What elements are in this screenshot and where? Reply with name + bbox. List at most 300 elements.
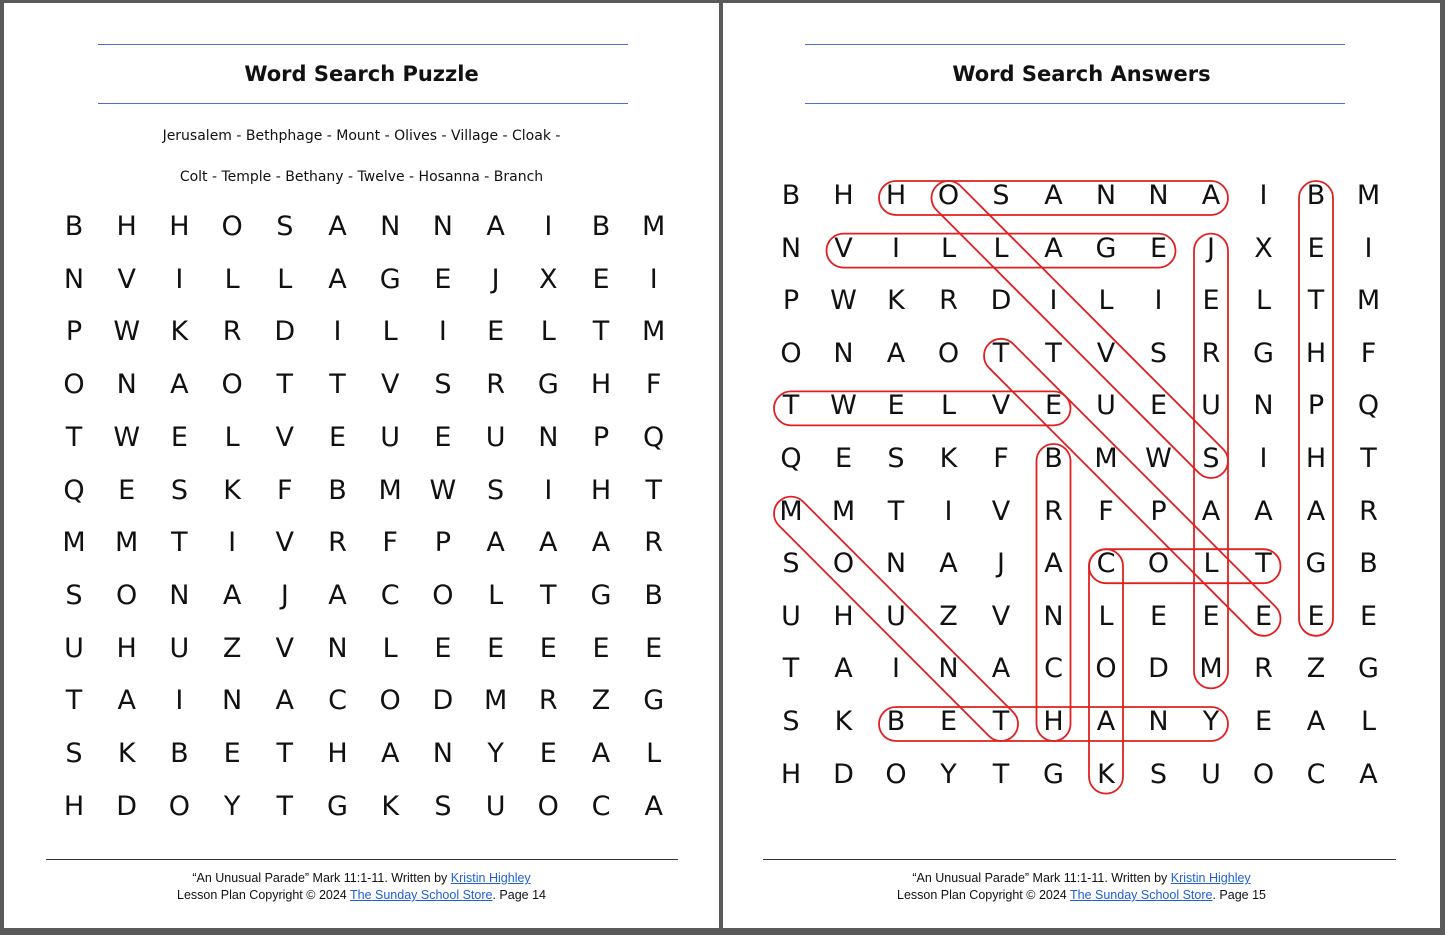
- puzzle-letter-r3-c1: N: [116, 369, 137, 401]
- answer-letter-r7-c4: J: [997, 548, 1005, 580]
- answer-letter-r11-c6: K: [1097, 758, 1115, 790]
- puzzle-letter-r9-c9: R: [538, 685, 558, 717]
- answer-letter-r9-c3: N: [938, 653, 959, 685]
- answer-letter-r7-c11: B: [1359, 548, 1378, 580]
- puzzle-letter-r4-c2: E: [170, 421, 188, 453]
- answer-letter-r3-c10: H: [1305, 337, 1327, 369]
- answer-letter-r0-c9: I: [1259, 180, 1268, 211]
- puzzle-letter-r0-c7: N: [432, 211, 453, 242]
- answer-letter-r3-c0: O: [780, 337, 802, 369]
- puzzle-letter-r2-c11: M: [642, 316, 666, 348]
- puzzle-letter-r10-c3: E: [223, 738, 241, 769]
- answer-letter-r8-c1: H: [833, 600, 854, 632]
- answer-letter-r11-c7: S: [1149, 758, 1168, 790]
- puzzle-letter-r0-c2: H: [169, 211, 190, 242]
- page-footer: [723, 870, 1440, 904]
- answer-letter-r8-c7: E: [1149, 600, 1168, 632]
- answer-letter-r10-c11: L: [1360, 706, 1377, 737]
- page-title: Word Search Puzzle: [244, 62, 479, 86]
- puzzle-letter-r2-c10: T: [592, 316, 610, 348]
- puzzle-letter-r7-c8: L: [488, 579, 504, 611]
- puzzle-letter-r9-c5: C: [328, 685, 347, 717]
- answer-letter-r3-c4: T: [992, 337, 1010, 369]
- puzzle-letter-r8-c6: L: [382, 632, 398, 664]
- answer-letter-r11-c1: D: [833, 758, 854, 790]
- answer-letter-r1-c3: L: [940, 232, 957, 264]
- puzzle-letter-r0-c8: A: [486, 211, 505, 242]
- puzzle-letter-r1-c7: E: [434, 263, 452, 295]
- puzzle-letter-r4-c6: U: [380, 421, 401, 453]
- puzzle-letter-r0-c10: B: [591, 211, 611, 242]
- puzzle-letter-r1-c9: X: [539, 263, 558, 295]
- answer-letter-r6-c10: A: [1306, 495, 1326, 527]
- store-link[interactable]: The Sunday School Store: [1070, 888, 1213, 902]
- puzzle-letter-r11-c11: A: [644, 790, 663, 822]
- puzzle-letter-r5-c10: H: [590, 474, 612, 506]
- puzzle-letter-r6-c4: V: [275, 527, 295, 559]
- puzzle-letter-r8-c10: E: [592, 632, 610, 664]
- answer-letter-r7-c6: C: [1096, 548, 1116, 580]
- answer-letter-r4-c2: E: [887, 390, 905, 422]
- puzzle-letter-r2-c6: L: [382, 316, 398, 348]
- puzzle-letter-r4-c9: N: [538, 421, 559, 453]
- answer-letter-r7-c5: A: [1044, 548, 1063, 580]
- puzzle-letter-r8-c9: E: [539, 632, 557, 664]
- footer-copyright: Lesson Plan Copyright © 2024: [897, 888, 1070, 902]
- puzzle-letter-r0-c6: N: [380, 211, 401, 242]
- footer-copyright: Lesson Plan Copyright © 2024: [177, 888, 350, 902]
- puzzle-letter-r7-c0: S: [65, 579, 83, 611]
- answer-letter-r6-c6: F: [1098, 495, 1114, 527]
- answer-letter-r9-c11: G: [1358, 653, 1379, 685]
- puzzle-letter-r3-c7: S: [434, 369, 452, 401]
- answer-letter-r2-c1: W: [830, 285, 857, 317]
- puzzle-letter-r6-c8: A: [486, 527, 505, 559]
- puzzle-letter-r8-c7: E: [434, 632, 452, 664]
- answer-letter-r6-c2: T: [887, 495, 905, 527]
- puzzle-letter-r11-c0: H: [63, 790, 85, 822]
- loop-branch: [1037, 444, 1071, 741]
- puzzle-letter-r9-c7: D: [432, 685, 454, 717]
- answer-letter-r11-c5: G: [1043, 758, 1064, 790]
- answer-letter-r10-c8: Y: [1202, 706, 1220, 737]
- puzzle-letter-r4-c4: V: [275, 421, 295, 453]
- puzzle-letter-r5-c1: E: [118, 474, 136, 506]
- answer-letter-r10-c0: S: [782, 706, 800, 737]
- answer-letter-r2-c11: M: [1356, 285, 1381, 317]
- answer-letter-r8-c5: N: [1043, 600, 1064, 632]
- answer-letter-r9-c9: R: [1254, 653, 1273, 685]
- puzzle-page: [4, 3, 719, 928]
- puzzle-letter-r7-c11: B: [644, 579, 663, 611]
- puzzle-letter-r4-c10: P: [592, 421, 610, 453]
- answer-letter-r6-c0: M: [779, 495, 803, 527]
- answer-letter-r8-c2: U: [886, 600, 906, 632]
- author-link[interactable]: Kristin Highley: [450, 871, 531, 885]
- answer-letter-r1-c10: E: [1307, 232, 1325, 264]
- answer-letter-r0-c3: O: [937, 180, 960, 211]
- answer-letter-r0-c1: H: [833, 180, 854, 211]
- puzzle-letter-r4-c8: U: [485, 421, 506, 453]
- answer-letter-r0-c0: B: [781, 180, 801, 211]
- page-number: . Page 14: [492, 888, 546, 902]
- puzzle-letter-r1-c11: I: [649, 263, 658, 295]
- puzzle-letter-r2-c3: R: [222, 316, 242, 348]
- answer-letter-r1-c5: A: [1044, 232, 1063, 264]
- puzzle-letter-r10-c6: A: [380, 738, 400, 769]
- puzzle-letter-r3-c2: A: [170, 369, 189, 401]
- puzzle-letter-r8-c8: E: [487, 632, 505, 664]
- answer-letter-r2-c3: R: [939, 285, 958, 317]
- store-link[interactable]: The Sunday School Store: [350, 888, 493, 902]
- puzzle-letter-r2-c7: I: [438, 316, 447, 348]
- answer-letter-r5-c5: B: [1044, 443, 1063, 474]
- answer-letter-r4-c9: N: [1253, 390, 1274, 422]
- puzzle-letter-r2-c4: D: [274, 316, 296, 348]
- puzzle-letter-r8-c3: Z: [222, 632, 242, 664]
- puzzle-letter-r9-c11: G: [643, 685, 665, 717]
- answer-letter-r4-c3: L: [940, 390, 957, 422]
- loop-olives: [924, 174, 1235, 485]
- answer-letter-r1-c1: V: [834, 232, 853, 264]
- puzzle-letter-r3-c10: H: [590, 369, 612, 401]
- page-footer: [4, 870, 719, 904]
- answer-letter-r5-c11: T: [1360, 443, 1377, 474]
- answer-letter-r0-c2: H: [885, 180, 907, 211]
- puzzle-letter-r10-c4: T: [276, 738, 294, 769]
- answer-letter-r3-c1: N: [833, 337, 854, 369]
- answer-letter-r3-c7: S: [1149, 337, 1168, 369]
- puzzle-letter-r6-c2: T: [171, 527, 188, 559]
- author-link[interactable]: Kristin Highley: [1170, 871, 1251, 885]
- puzzle-letter-r5-c8: S: [487, 474, 505, 506]
- puzzle-letter-r7-c6: C: [380, 579, 400, 611]
- answer-letter-r9-c7: D: [1148, 653, 1169, 685]
- answer-letter-r11-c0: H: [780, 758, 802, 790]
- answer-letter-r9-c10: Z: [1306, 653, 1326, 685]
- puzzle-letter-r0-c3: O: [221, 211, 243, 242]
- puzzle-letter-r1-c2: I: [175, 263, 184, 295]
- answer-letter-r7-c0: S: [782, 548, 800, 580]
- answer-letter-r11-c8: U: [1201, 758, 1221, 790]
- puzzle-letter-r2-c5: I: [333, 316, 342, 348]
- answer-letter-r8-c11: E: [1359, 600, 1378, 632]
- footer-citation: “An Unusual Parade” Mark 11:1-11. Written by: [192, 871, 451, 885]
- puzzle-letter-r5-c3: K: [223, 474, 241, 506]
- answer-letter-r5-c7: W: [1145, 443, 1172, 474]
- title-top-rule: [98, 44, 628, 45]
- puzzle-letter-r11-c2: O: [168, 790, 191, 822]
- answer-letter-r1-c4: L: [993, 232, 1009, 264]
- answer-letter-r2-c2: K: [887, 285, 905, 317]
- puzzle-letter-r2-c2: K: [170, 316, 189, 348]
- puzzle-letter-r5-c0: Q: [63, 474, 85, 506]
- puzzle-letter-r1-c1: V: [117, 263, 136, 295]
- answer-letter-r7-c9: T: [1255, 548, 1272, 580]
- footer-rule: [46, 859, 678, 860]
- puzzle-letter-r3-c5: T: [329, 369, 346, 401]
- answer-letter-r0-c10: B: [1306, 180, 1326, 211]
- answer-letter-r4-c0: T: [782, 390, 800, 422]
- footer-rule: [763, 859, 1396, 860]
- word-list-line-2: Colt - Temple - Bethany - Twelve - Hosanna - Branch: [179, 169, 544, 185]
- answer-letter-r6-c5: R: [1044, 495, 1063, 527]
- answer-letter-r3-c8: R: [1201, 337, 1221, 369]
- answer-letter-r3-c3: O: [937, 337, 960, 369]
- answer-letter-r2-c6: L: [1098, 285, 1114, 317]
- answer-letter-r11-c2: O: [885, 758, 907, 790]
- answer-letter-r4-c8: U: [1201, 390, 1221, 422]
- puzzle-letter-r8-c0: U: [64, 632, 84, 664]
- puzzle-letter-r8-c5: N: [327, 632, 348, 664]
- puzzle-letter-r3-c3: O: [221, 369, 243, 401]
- answer-letter-r5-c4: F: [993, 443, 1009, 474]
- puzzle-letter-r0-c11: M: [642, 211, 666, 242]
- puzzle-letter-r1-c0: N: [63, 263, 85, 295]
- answer-letter-r1-c11: I: [1364, 232, 1373, 264]
- answer-letter-r3-c9: G: [1253, 337, 1274, 369]
- answer-letter-r7-c2: N: [885, 548, 907, 580]
- answer-letter-r6-c1: M: [831, 495, 856, 527]
- puzzle-letter-r9-c0: T: [65, 685, 83, 717]
- puzzle-letter-r9-c6: O: [379, 685, 401, 717]
- answer-letter-r4-c7: E: [1149, 390, 1168, 422]
- puzzle-letter-r8-c1: H: [116, 632, 137, 664]
- answer-letter-r0-c7: N: [1148, 180, 1169, 211]
- footer-line-1: [723, 870, 1440, 887]
- answer-letter-r9-c8: M: [1199, 653, 1223, 685]
- puzzle-letter-r3-c4: T: [276, 369, 294, 401]
- puzzle-letter-r9-c10: Z: [591, 685, 611, 717]
- answer-letter-r10-c4: T: [992, 706, 1010, 737]
- answer-letter-r11-c3: Y: [940, 758, 957, 790]
- answer-letter-r2-c8: E: [1202, 285, 1220, 317]
- answer-letter-r11-c4: T: [992, 758, 1010, 790]
- puzzle-letter-r4-c11: Q: [643, 421, 665, 453]
- puzzle-letter-r7-c9: T: [540, 579, 557, 611]
- puzzle-letter-r0-c1: H: [116, 211, 137, 242]
- answer-letter-r5-c2: S: [887, 443, 905, 474]
- puzzle-letter-r3-c9: G: [537, 369, 559, 401]
- answer-letter-r1-c7: E: [1149, 232, 1168, 264]
- puzzle-letter-r2-c8: E: [487, 316, 505, 348]
- puzzle-letter-r3-c11: F: [645, 369, 662, 401]
- puzzle-letter-r8-c11: E: [645, 632, 663, 664]
- answer-letter-r11-c11: A: [1359, 758, 1378, 790]
- answer-letter-r4-c10: P: [1307, 390, 1325, 422]
- answer-letter-r10-c9: E: [1254, 706, 1273, 737]
- puzzle-letter-r6-c3: I: [228, 527, 237, 559]
- answer-letter-r3-c11: F: [1360, 337, 1377, 369]
- puzzle-letter-r11-c1: D: [116, 790, 138, 822]
- answer-letter-r6-c11: R: [1359, 495, 1378, 527]
- answer-letter-r10-c1: K: [834, 706, 853, 737]
- puzzle-letter-r7-c7: O: [432, 579, 454, 611]
- answer-letter-r10-c3: E: [939, 706, 958, 737]
- puzzle-letter-r5-c2: S: [170, 474, 188, 506]
- puzzle-letter-r4-c7: E: [434, 421, 452, 453]
- puzzle-letter-r9-c3: N: [221, 685, 243, 717]
- answer-letter-r7-c8: L: [1203, 548, 1219, 580]
- answer-letter-r8-c3: Z: [939, 600, 958, 632]
- answer-letter-r9-c6: O: [1095, 653, 1117, 685]
- puzzle-letter-r10-c2: B: [170, 738, 189, 769]
- answer-letter-r10-c6: A: [1096, 706, 1116, 737]
- answer-letter-r6-c9: A: [1254, 495, 1273, 527]
- answers-page: [723, 3, 1440, 928]
- answer-letter-r4-c5: E: [1044, 390, 1063, 422]
- footer-citation: “An Unusual Parade” Mark 11:1-11. Written by: [912, 871, 1171, 885]
- answer-letter-r9-c4: A: [991, 653, 1011, 685]
- title-bottom-rule: [98, 103, 628, 104]
- answer-letter-r1-c2: I: [892, 232, 900, 264]
- puzzle-letter-r7-c1: O: [116, 579, 138, 611]
- answer-letter-r9-c1: A: [834, 653, 853, 685]
- puzzle-letter-r1-c8: J: [491, 263, 500, 295]
- answer-letter-r1-c0: N: [780, 232, 802, 264]
- puzzle-letter-r3-c0: O: [63, 369, 85, 401]
- word-list-line-1: Jerusalem - Bethphage - Mount - Olives - Village - Cloak -: [162, 128, 561, 144]
- answer-letter-r8-c8: E: [1202, 600, 1220, 632]
- answer-letter-r8-c10: E: [1307, 600, 1325, 632]
- answer-letter-r0-c6: N: [1095, 180, 1117, 211]
- page-number: . Page 15: [1212, 888, 1266, 902]
- puzzle-letter-r0-c0: B: [64, 211, 84, 242]
- answer-letter-r6-c4: V: [991, 495, 1011, 527]
- puzzle-letter-r11-c10: C: [591, 790, 611, 822]
- puzzle-letter-r4-c5: E: [328, 421, 347, 453]
- footer-line-1: [4, 870, 719, 887]
- puzzle-letter-r1-c6: G: [379, 263, 401, 295]
- answer-letter-r4-c6: U: [1096, 390, 1116, 422]
- answer-letter-r5-c8: S: [1202, 443, 1220, 474]
- answer-letter-r10-c7: N: [1148, 706, 1169, 737]
- answer-letter-r4-c1: W: [830, 390, 857, 422]
- answer-letter-r0-c5: A: [1044, 180, 1063, 211]
- puzzle-letter-r9-c2: I: [175, 685, 184, 717]
- puzzle-letter-r11-c8: U: [485, 790, 506, 822]
- puzzle-letter-r5-c9: I: [544, 474, 553, 506]
- puzzle-letter-r10-c0: S: [65, 738, 83, 769]
- puzzle-letter-r6-c9: A: [539, 527, 558, 559]
- answer-letter-r2-c5: I: [1049, 285, 1058, 317]
- answer-letter-r10-c2: B: [886, 706, 906, 737]
- puzzle-letter-r0-c5: A: [328, 211, 347, 242]
- puzzle-letter-r5-c11: T: [645, 474, 662, 506]
- answer-letter-r11-c10: C: [1306, 758, 1326, 790]
- puzzle-letter-r6-c7: P: [434, 527, 452, 559]
- answer-letter-r7-c1: O: [832, 548, 855, 580]
- puzzle-letter-r5-c5: B: [328, 474, 347, 506]
- answer-letter-r2-c4: D: [990, 285, 1012, 317]
- answer-letter-r0-c11: M: [1356, 180, 1381, 211]
- answer-letter-r8-c4: V: [991, 600, 1011, 632]
- puzzle-letter-r8-c4: V: [275, 632, 295, 664]
- answer-letter-r2-c7: I: [1154, 285, 1163, 317]
- answer-letter-r6-c7: P: [1150, 495, 1167, 527]
- puzzle-letter-r4-c1: W: [113, 421, 141, 453]
- puzzle-letter-r5-c7: W: [429, 474, 457, 506]
- footer-line-2: [4, 887, 719, 904]
- answer-letter-r2-c0: P: [782, 285, 800, 317]
- puzzle-letter-r7-c4: J: [280, 579, 289, 611]
- answer-letter-r1-c6: G: [1095, 232, 1117, 264]
- puzzle-letter-r11-c6: K: [381, 790, 400, 822]
- puzzle-letter-r3-c6: V: [380, 369, 400, 401]
- loop-temple: [977, 332, 1288, 643]
- answer-letter-r1-c8: J: [1207, 232, 1215, 264]
- answer-letter-r10-c5: H: [1043, 706, 1064, 737]
- answer-letter-r0-c8: A: [1201, 180, 1221, 211]
- puzzle-letter-r6-c5: R: [328, 527, 347, 559]
- puzzle-letter-r2-c1: W: [113, 316, 141, 348]
- puzzle-letter-r4-c0: T: [65, 421, 83, 453]
- puzzle-letter-r2-c0: P: [65, 316, 83, 348]
- answer-letter-r8-c9: E: [1254, 600, 1273, 632]
- puzzle-letter-r5-c4: F: [277, 474, 293, 506]
- puzzle-letter-r7-c10: G: [590, 579, 612, 611]
- puzzle-letter-r0-c9: I: [544, 211, 553, 242]
- answer-letter-r5-c3: K: [939, 443, 958, 474]
- answer-letter-r7-c7: O: [1147, 548, 1170, 580]
- answer-letter-r6-c8: A: [1201, 495, 1221, 527]
- loop-twelve: [774, 391, 1071, 425]
- puzzle-letter-r6-c10: A: [591, 527, 611, 559]
- puzzle-letter-r2-c9: L: [540, 316, 556, 348]
- answer-letter-r9-c0: T: [782, 653, 800, 685]
- puzzle-letter-r9-c4: A: [275, 685, 295, 717]
- puzzle-letter-r3-c8: R: [486, 369, 505, 401]
- puzzle-letter-r10-c5: H: [327, 738, 348, 769]
- answer-letter-r5-c1: E: [834, 443, 853, 474]
- puzzle-letter-r6-c1: M: [115, 527, 139, 559]
- answer-letter-r5-c0: Q: [780, 443, 802, 474]
- puzzle-letter-r11-c4: T: [276, 790, 294, 822]
- puzzle-letter-r5-c6: M: [378, 474, 402, 506]
- answer-letter-r5-c9: I: [1259, 443, 1268, 474]
- answer-letter-r5-c6: M: [1094, 443, 1118, 474]
- puzzle-letter-r10-c7: N: [432, 738, 453, 769]
- answer-letter-r8-c0: U: [781, 600, 801, 632]
- answer-letter-r9-c2: I: [892, 653, 900, 685]
- puzzle-letter-r8-c2: U: [169, 632, 190, 664]
- puzzle-letter-r6-c11: R: [644, 527, 664, 559]
- puzzle-letter-r11-c9: O: [537, 790, 559, 822]
- puzzle-letter-r7-c3: A: [222, 579, 242, 611]
- puzzle-letter-r1-c4: L: [277, 263, 293, 295]
- answer-letter-r7-c10: G: [1305, 548, 1327, 580]
- puzzle-letter-r10-c10: A: [591, 738, 611, 769]
- answer-letter-r9-c5: C: [1044, 653, 1063, 685]
- answer-letter-r2-c10: T: [1307, 285, 1325, 317]
- answer-letter-r1-c9: X: [1254, 232, 1273, 264]
- answer-letter-r5-c10: H: [1305, 443, 1327, 474]
- answer-letter-r4-c4: V: [991, 390, 1011, 422]
- answer-letter-r2-c9: L: [1255, 285, 1272, 317]
- answer-letter-r3-c2: A: [886, 337, 906, 369]
- puzzle-letter-r10-c9: E: [539, 738, 557, 769]
- answer-letter-r11-c9: O: [1252, 758, 1275, 790]
- answer-letter-r7-c3: A: [939, 548, 958, 580]
- answer-letter-r10-c10: A: [1306, 706, 1326, 737]
- answer-letter-r8-c6: L: [1098, 600, 1114, 632]
- puzzle-letter-r11-c7: S: [434, 790, 452, 822]
- puzzle-letter-r1-c5: A: [328, 263, 347, 295]
- puzzle-letter-r10-c11: L: [646, 738, 662, 769]
- puzzle-letter-r11-c3: Y: [223, 790, 241, 822]
- footer-line-2: [723, 887, 1440, 904]
- answer-letter-r6-c3: I: [944, 495, 953, 527]
